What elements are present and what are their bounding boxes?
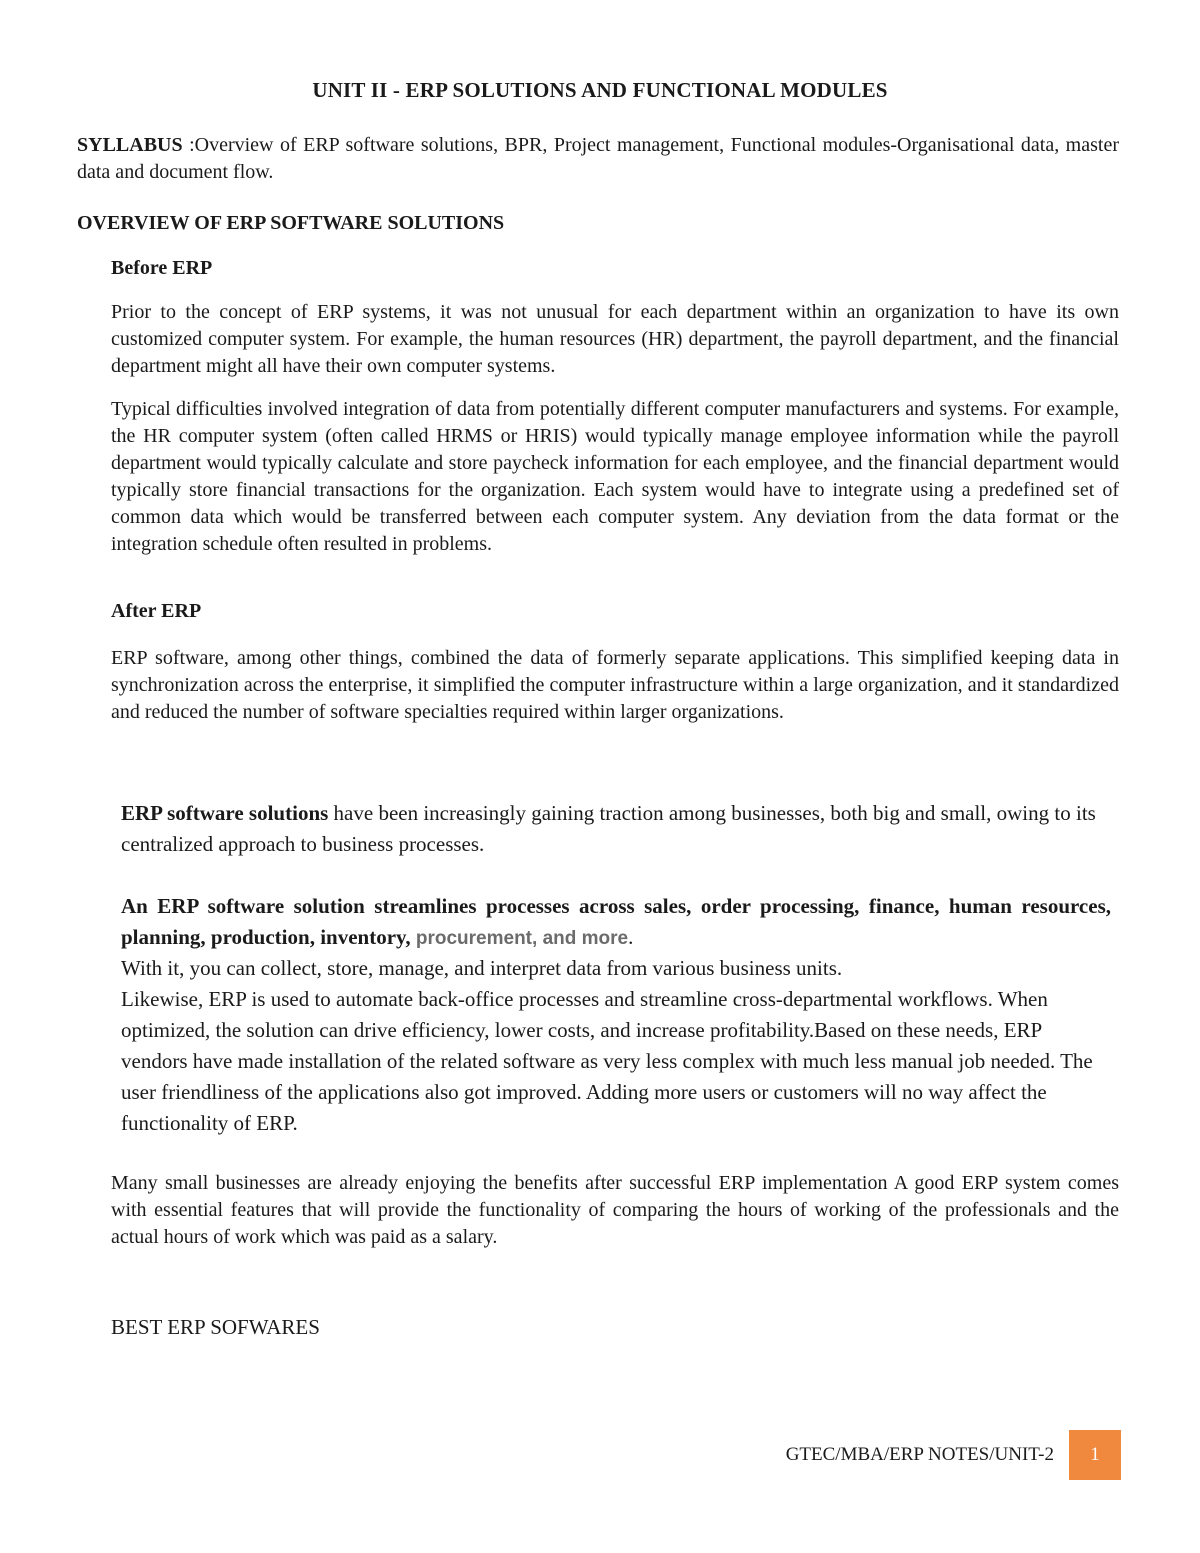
- after-erp-heading: After ERP: [111, 600, 202, 622]
- best-erp-heading: BEST ERP SOFWARES: [111, 1315, 320, 1339]
- benefits-line-1: With it, you can collect, store, manage, and interpret data from various business units.: [121, 956, 843, 980]
- solutions-rest-text: have been increasingly gaining traction among businesses, both big and small, owing to its centralized approach to business processes.: [121, 801, 1096, 856]
- section-heading: OVERVIEW OF ERP SOFTWARE SOLUTIONS: [77, 212, 505, 234]
- solutions-paragraph: [121, 798, 1111, 860]
- streamline-gray-text: procurement, and more: [415, 928, 629, 949]
- streamline-bold-text: An ERP software solution streamlines processes across sales, order processing, finance, human resources, planning, production, inventory,: [121, 894, 1111, 949]
- benefits-line-2: Likewise, ERP is used to automate back-office processes and streamline cross-departmental workflows. When optimized, the solution can drive efficiency, lower costs, and increase profitability.Based on these needs, ERP vendors have made installation of the related software as very less complex with much less manual job needed. The user friendliness of the applications also got improved. Adding more users or customers will no way affect the functionality of ERP.: [121, 987, 1093, 1135]
- syllabus-label: SYLLABUS: [77, 134, 183, 156]
- benefits-paragraph: [121, 953, 1111, 1139]
- page-title: UNIT II - ERP SOLUTIONS AND FUNCTIONAL MODULES: [312, 78, 888, 102]
- footer-label: GTEC/MBA/ERP NOTES/UNIT-2: [785, 1444, 1054, 1465]
- small-business-paragraph: Many small businesses are already enjoying the benefits after successful ERP implementation A good ERP system comes with essential features that will provide the functionality of comparing the hours of working of the professionals and the actual hours of work which was paid as a salary.: [111, 1172, 1119, 1248]
- after-erp-paragraph: ERP software, among other things, combined the data of formerly separate applications. This simplified keeping data in synchronization across the enterprise, it simplified the computer infrastructure within a large organization, and it standardized and reduced the number of software specialties required within larger organizations.: [111, 647, 1119, 723]
- before-erp-paragraph-1: Prior to the concept of ERP systems, it was not unusual for each department within an organization to have its own customized computer system. For example, the human resources (HR) department, the payroll department, and the financial department might all have their own computer systems.: [111, 301, 1119, 377]
- streamline-paragraph: [121, 891, 1111, 954]
- syllabus-text: :Overview of ERP software solutions, BPR, Project management, Functional modules-Organisational data, master data and document flow.: [77, 134, 1119, 183]
- page-number-badge: 1: [1069, 1430, 1121, 1480]
- streamline-end: .: [628, 925, 634, 949]
- solutions-bold-text: ERP software solutions: [121, 801, 329, 825]
- before-erp-heading: Before ERP: [111, 257, 213, 279]
- before-erp-paragraph-2: Typical difficulties involved integration of data from potentially different computer manufacturers and systems. For example, the HR computer system (often called HRMS or HRIS) would typically manage employee information while the payroll department would typically calculate and store paycheck information for each employee, and the financial department would typically store financial transactions for the organization. Each system would have to integrate using a predefined set of common data which would be transferred between each computer system. Any deviation from the data format or the integration schedule often resulted in problems.: [111, 398, 1119, 555]
- syllabus-paragraph: [77, 132, 1119, 186]
